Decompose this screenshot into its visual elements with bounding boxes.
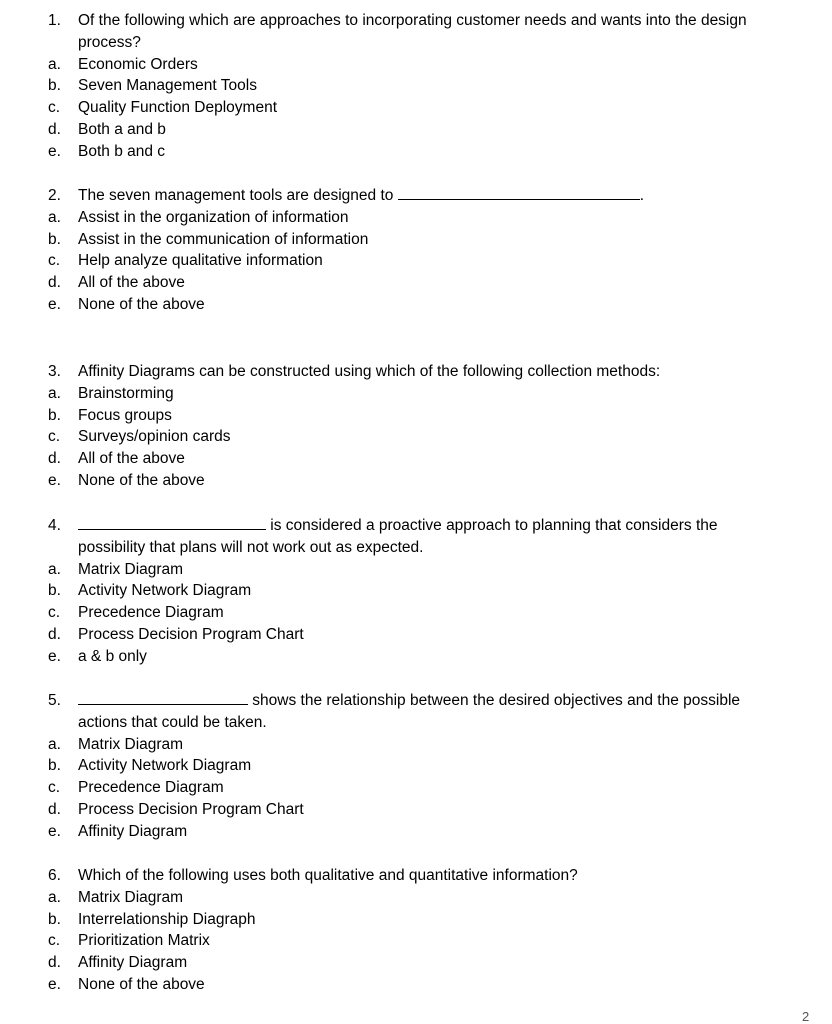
option-text: Assist in the organization of information bbox=[78, 208, 349, 226]
option-letter: d. bbox=[48, 120, 61, 138]
option-letter: e. bbox=[48, 647, 61, 665]
option-d[interactable] bbox=[0, 272, 832, 294]
option-c[interactable] bbox=[0, 930, 832, 952]
option-text: Help analyze qualitative information bbox=[78, 252, 323, 270]
option-text: Process Decision Program Chart bbox=[78, 800, 304, 818]
option-d[interactable] bbox=[0, 799, 832, 821]
question-number: 4. bbox=[48, 517, 61, 534]
question-2 bbox=[0, 185, 832, 316]
option-text: Activity Network Diagram bbox=[78, 757, 252, 775]
option-letter: b. bbox=[48, 77, 61, 95]
option-text: Affinity Diagram bbox=[78, 954, 188, 972]
stem-after-blank: shows the relationship between the desired objectives and the possible bbox=[248, 692, 741, 709]
question-4 bbox=[0, 515, 832, 668]
option-c[interactable] bbox=[0, 602, 832, 624]
option-c[interactable] bbox=[0, 97, 832, 119]
option-letter: d. bbox=[48, 274, 61, 292]
question-stem-line: possibility that plans will not work out as expected. bbox=[78, 538, 424, 556]
option-c[interactable] bbox=[0, 426, 832, 448]
answer-blank[interactable] bbox=[78, 515, 266, 530]
question-stem-line: Of the following which are approaches to incorporating customer needs and wants into the design bbox=[78, 12, 747, 29]
option-text: Matrix Diagram bbox=[78, 888, 184, 906]
option-letter: c. bbox=[48, 604, 61, 622]
option-letter: d. bbox=[48, 450, 61, 468]
question-number: 6. bbox=[48, 867, 61, 884]
option-letter: a. bbox=[48, 55, 61, 73]
question-number: 2. bbox=[48, 187, 61, 204]
option-a[interactable] bbox=[0, 54, 832, 76]
question-6 bbox=[0, 865, 832, 996]
option-letter: a. bbox=[48, 560, 61, 578]
option-letter: d. bbox=[48, 800, 61, 818]
option-e[interactable] bbox=[0, 974, 832, 996]
option-letter: e. bbox=[48, 295, 61, 313]
option-text: a & b only bbox=[78, 647, 147, 665]
question-1 bbox=[0, 10, 832, 163]
question-number: 5. bbox=[48, 692, 61, 709]
option-letter: c. bbox=[48, 252, 61, 270]
option-letter: a. bbox=[48, 208, 61, 226]
option-text: Process Decision Program Chart bbox=[78, 625, 304, 643]
option-a[interactable] bbox=[0, 887, 832, 909]
option-text: All of the above bbox=[78, 274, 185, 292]
option-letter: b. bbox=[48, 582, 61, 600]
question-stem bbox=[0, 690, 832, 712]
question-3 bbox=[0, 361, 832, 492]
option-letter: c. bbox=[48, 779, 61, 797]
option-text: Economic Orders bbox=[78, 55, 198, 73]
option-letter: c. bbox=[48, 99, 61, 117]
question-stem-line: process? bbox=[78, 33, 141, 51]
question-stem-line: Affinity Diagrams can be constructed using which of the following collection methods: bbox=[78, 363, 661, 380]
option-e[interactable] bbox=[0, 821, 832, 843]
option-text: Matrix Diagram bbox=[78, 560, 184, 578]
page-number: 2 bbox=[802, 1009, 810, 1024]
option-letter: e. bbox=[48, 142, 61, 160]
option-text: Precedence Diagram bbox=[78, 779, 224, 797]
option-letter: a. bbox=[48, 888, 61, 906]
option-text: Interrelationship Diagraph bbox=[78, 910, 256, 928]
option-letter: e. bbox=[48, 822, 61, 840]
option-text: Affinity Diagram bbox=[78, 822, 188, 840]
option-d[interactable] bbox=[0, 119, 832, 141]
option-letter: c. bbox=[48, 932, 61, 950]
option-text: Focus groups bbox=[78, 406, 172, 424]
option-letter: e. bbox=[48, 975, 61, 993]
question-number: 1. bbox=[48, 12, 61, 29]
question-stem-continued bbox=[0, 712, 832, 734]
option-letter: b. bbox=[48, 757, 61, 775]
option-text: None of the above bbox=[78, 975, 205, 993]
stem-after-blank: is considered a proactive approach to planning that considers the bbox=[266, 517, 718, 534]
question-stem bbox=[0, 185, 832, 207]
option-e[interactable] bbox=[0, 141, 832, 163]
question-stem-continued bbox=[0, 32, 832, 54]
question-5 bbox=[0, 690, 832, 843]
option-letter: b. bbox=[48, 910, 61, 928]
stem-after-blank: . bbox=[639, 187, 644, 204]
question-stem-line bbox=[78, 515, 718, 537]
option-b[interactable] bbox=[0, 909, 832, 931]
question-stem-line: actions that could be taken. bbox=[78, 713, 267, 731]
option-d[interactable] bbox=[0, 624, 832, 646]
option-a[interactable] bbox=[0, 207, 832, 229]
question-stem-line: Which of the following uses both qualitative and quantitative information? bbox=[78, 867, 578, 884]
option-c[interactable] bbox=[0, 250, 832, 272]
question-stem-line bbox=[78, 185, 644, 207]
option-text: Matrix Diagram bbox=[78, 735, 184, 753]
option-letter: b. bbox=[48, 230, 61, 248]
question-stem-continued bbox=[0, 537, 832, 559]
option-b[interactable] bbox=[0, 755, 832, 777]
question-stem-line bbox=[78, 690, 740, 712]
answer-blank[interactable] bbox=[398, 185, 640, 200]
option-letter: d. bbox=[48, 625, 61, 643]
option-text: Quality Function Deployment bbox=[78, 99, 278, 117]
option-text: None of the above bbox=[78, 471, 205, 489]
option-b[interactable] bbox=[0, 75, 832, 97]
option-e[interactable] bbox=[0, 470, 832, 492]
option-b[interactable] bbox=[0, 580, 832, 602]
option-letter: a. bbox=[48, 735, 61, 753]
option-text: Activity Network Diagram bbox=[78, 582, 252, 600]
option-text: Prioritization Matrix bbox=[78, 932, 210, 950]
option-text: Assist in the communication of information bbox=[78, 230, 369, 248]
option-text: All of the above bbox=[78, 450, 185, 468]
option-text: Precedence Diagram bbox=[78, 604, 224, 622]
question-stem bbox=[0, 865, 832, 887]
option-text: Seven Management Tools bbox=[78, 77, 257, 95]
option-b[interactable] bbox=[0, 229, 832, 251]
option-a[interactable] bbox=[0, 734, 832, 756]
option-b[interactable] bbox=[0, 405, 832, 427]
question-stem bbox=[0, 361, 832, 383]
option-text: Surveys/opinion cards bbox=[78, 428, 231, 446]
stem-before-blank: The seven management tools are designed to bbox=[78, 187, 398, 204]
option-a[interactable] bbox=[0, 559, 832, 581]
question-stem bbox=[0, 515, 832, 537]
option-text: Brainstorming bbox=[78, 384, 174, 402]
option-text: Both b and c bbox=[78, 142, 166, 160]
question-number: 3. bbox=[48, 363, 61, 380]
option-letter: d. bbox=[48, 954, 61, 972]
option-letter: e. bbox=[48, 471, 61, 489]
question-stem bbox=[0, 10, 832, 32]
option-d[interactable] bbox=[0, 952, 832, 974]
option-letter: c. bbox=[48, 428, 61, 446]
option-letter: a. bbox=[48, 384, 61, 402]
option-e[interactable] bbox=[0, 646, 832, 668]
option-text: Both a and b bbox=[78, 120, 166, 138]
option-c[interactable] bbox=[0, 777, 832, 799]
option-letter: b. bbox=[48, 406, 61, 424]
option-text: None of the above bbox=[78, 295, 205, 313]
option-d[interactable] bbox=[0, 448, 832, 470]
answer-blank[interactable] bbox=[78, 690, 248, 705]
option-e[interactable] bbox=[0, 294, 832, 316]
option-a[interactable] bbox=[0, 383, 832, 405]
